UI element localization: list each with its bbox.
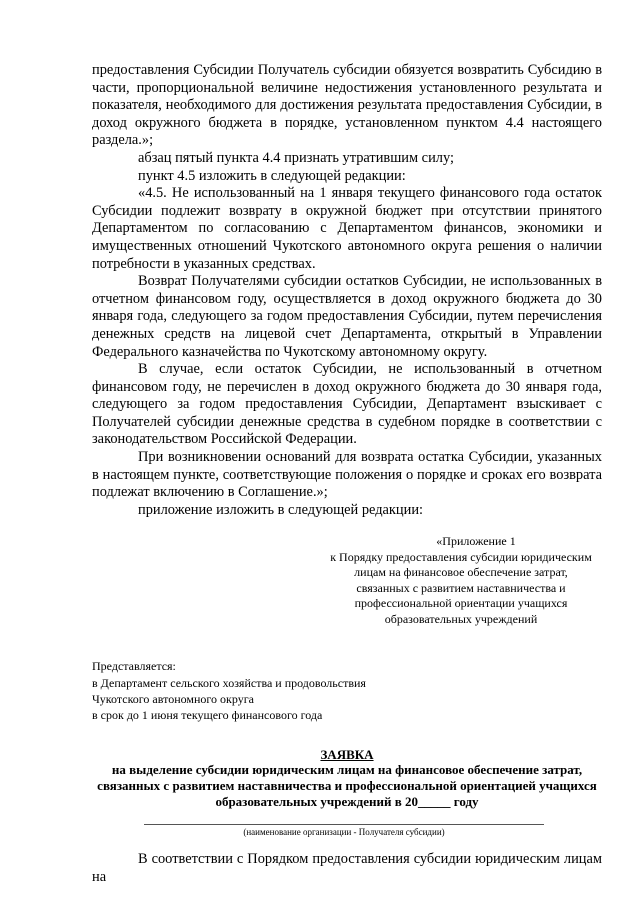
appendix-line: связанных с развитием наставничества и (356, 580, 566, 595)
submit-line: в Департамент сельского хозяйства и продовольствия (92, 675, 366, 690)
paragraph-punkt-4-5: «4.5. Не использованный на 1 января текущего финансового года остаток Субсидии подлежит возврату в окружной бюджет при отсутствии принятого Департаментом по согласованию с Департаментом финансов, экономики и имущественных отношений Чукотского автономного округа решения о наличии потребности в указанных средствах. (92, 185, 602, 272)
paragraph-continuation: предоставления Субсидии Получатель субсидии обязуется возвратить Субсидию в части, пропорциональной величине недостижения установленного результата и показателя, необходимого для достижения результата предоставления Субсидии, в доход окружного бюджета в порядке, установленном пунктом 4.4 настоящего раздела.»; (92, 62, 602, 149)
paragraph-v-sluchae: В случае, если остаток Субсидии, не использованный в отчетном финансовом году, не перечислен в доход окружного бюджета до 30 января года, следующего за годом предоставления Субсидии, Департамент взыскивает с Получателей субсидии денежные средства в судебном порядке в соответствии с законодательством Российской Федерации. (92, 361, 602, 448)
submit-line: в срок до 1 июня текущего финансового года (92, 708, 323, 723)
paragraph-abzac-5: абзац пятый пункта 4.4 признать утратившим силу; (138, 149, 454, 166)
document-page (92, 62, 602, 887)
appendix-line: образовательных учреждений (384, 611, 538, 626)
appendix-line: лицам на финансовое обеспечение затрат, (354, 565, 568, 580)
submit-line: Чукотского автономного округа (92, 692, 254, 707)
appendix-title: «Приложение 1 (436, 534, 516, 549)
paragraph-pri-vozniknovenii: При возникновении оснований для возврата остатка Субсидии, указанных в настоящем пункте, соответствующие положения о порядке и сроках его возврата подлежат включению в Соглашение.»; (92, 449, 602, 501)
paragraph-punkt-4-5-intro: пункт 4.5 изложить в следующей редакции: (138, 167, 406, 184)
submit-line: Представляется: (92, 659, 176, 674)
organization-name-line (144, 824, 544, 825)
request-title-line: образовательных учреждений в 20_____ году (215, 793, 479, 809)
appendix-line: к Порядку предоставления субсидии юридическим (330, 549, 592, 564)
appendix-line: профессиональной ориентации учащихся (354, 596, 568, 611)
paragraph-vozvrat: Возврат Получателями субсидии остатков Субсидии, не использованных в отчетном финансовом году, осуществляется в доход окружного бюджета до 30 января года, следующего за годом предоставления Субсидии, путем перечисления денежных средств на лицевой счет Департамента, открытый в Управлении Федерального казначейства по Чукотскому автономному округу. (92, 273, 602, 360)
paragraph-v-sootvetstvii: В соответствии с Порядком предоставления субсидии юридическим лицам на (92, 851, 602, 886)
request-heading: ЗАЯВКА (320, 746, 374, 762)
organization-name-caption: (наименование организации - Получателя субсидии) (243, 827, 445, 838)
request-title-line: на выделение субсидии юридическим лицам на финансовое обеспечение затрат, (111, 762, 583, 778)
request-title-line: связанных с развитием наставничества и профессиональной ориентацией учащихся (97, 778, 597, 794)
appendix-header (320, 534, 602, 627)
submit-to-block (92, 658, 602, 723)
paragraph-prilozhenie-intro: приложение изложить в следующей редакции: (138, 501, 424, 518)
request-title-block (92, 747, 602, 810)
